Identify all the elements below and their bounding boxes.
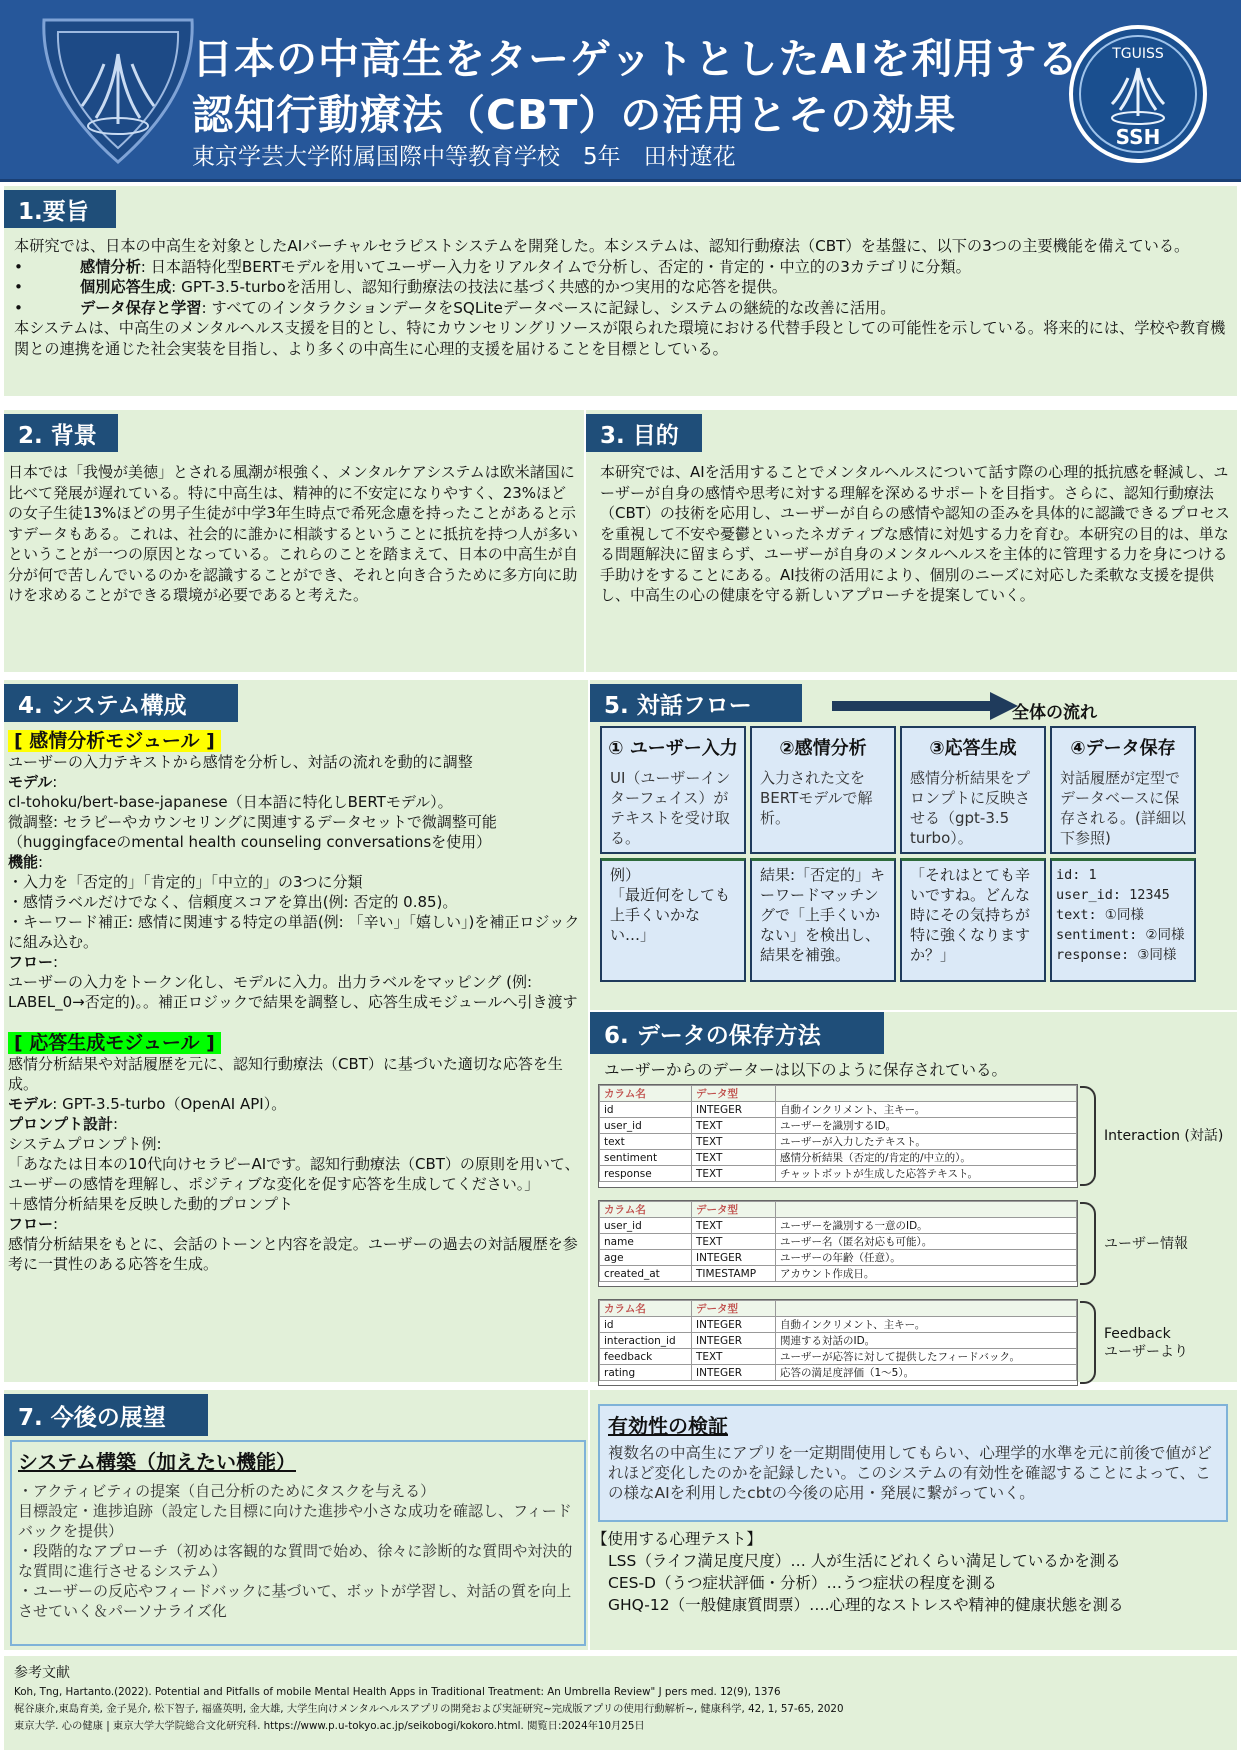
module-line-label: モデル bbox=[8, 773, 53, 791]
table-brace bbox=[1080, 1301, 1096, 1384]
background-heading: 2. 背景 bbox=[4, 414, 118, 452]
reference-item: Koh, Tng, Hartanto.(2022). Potential and Pitfalls of mobile Mental Health Apps in Traditional Treatment: An Umbrella Review" J pers med. 12(9), 1376 bbox=[14, 1686, 781, 1698]
flow-step-example bbox=[900, 858, 1046, 982]
flow-grid bbox=[600, 726, 1234, 1004]
db-table-cell: TEXT bbox=[692, 1150, 776, 1166]
flow-step-title: ③応答生成 bbox=[929, 738, 1017, 759]
bullet-mark: • bbox=[14, 278, 23, 296]
table-brace bbox=[1080, 1086, 1096, 1186]
db-table-row bbox=[600, 1317, 1077, 1333]
bullet-mark: • bbox=[14, 257, 23, 276]
system-heading: 4. システム構成 bbox=[4, 684, 238, 722]
table-label: Feedback ユーザーより bbox=[1104, 1325, 1188, 1360]
db-header-cell: データ型 bbox=[692, 1086, 776, 1102]
bullet-label: 感情分析 bbox=[80, 257, 141, 276]
db-header-cell: カラム名 bbox=[600, 1301, 692, 1317]
module-line bbox=[8, 772, 584, 792]
db-table-row bbox=[600, 1134, 1077, 1150]
psych-test-item: LSS（ライフ満足度尺度）… 人が生活にどれくらい満足しているかを測る bbox=[608, 1552, 1121, 1570]
validation-box bbox=[598, 1404, 1228, 1522]
psych-test-item: GHQ-12（一般健康質問票）….心理的なストレスや精神的健康状態を測る bbox=[608, 1596, 1124, 1614]
psych-test-item: CES-D（うつ症状評価・分析）…うつ症状の程度を測る bbox=[608, 1574, 997, 1592]
storage-intro: ユーザーからのデーターは以下のように保存されている。 bbox=[604, 1061, 1008, 1079]
db-header-cell: カラム名 bbox=[600, 1086, 692, 1102]
db-table-cell: INTEGER bbox=[692, 1102, 776, 1118]
flow-step-example bbox=[750, 858, 896, 982]
future-item: 目標設定・進捗追跡（設定した目標に向けた進捗や小さな成功を確認し、フィードバックを提供） bbox=[18, 1502, 572, 1540]
system-body bbox=[8, 730, 584, 1274]
module-line bbox=[8, 892, 584, 912]
db-table-cell: TEXT bbox=[692, 1349, 776, 1365]
db-table-cell: チャットボットが生成した応答テキスト。 bbox=[776, 1166, 1077, 1182]
db-table-cell: ユーザーを識別する一意のID。 bbox=[776, 1218, 1077, 1234]
module-line bbox=[8, 1114, 584, 1134]
db-table-cell: sentiment bbox=[600, 1150, 692, 1166]
flow-step-2 bbox=[750, 726, 896, 854]
db-table-cell: text bbox=[600, 1134, 692, 1150]
overall-flow-arrow bbox=[830, 692, 1020, 720]
summary-bullet bbox=[14, 277, 1226, 298]
background-body: 日本では「我慢が美徳」とされる風潮が根強く、メンタルケアシステムは欧米諸国に比べて発展が遅れている。特に中高生は、精神的に不安定になりやすく、23%ほどの女子生徒13%ほどの男子生徒が中学3年生時点で希死念慮を持ったことがあると示すデータもある。これは、社会的に誰かに相談するということに抵抗を持つ人が多いということが一つの原因となっている。これらのことを踏まえて、日本の中高生が自分が何で苦しんでいるのかを認識することができ、それと向き合うために多方向に助けを求めることができる環境が必要であると考えた。 bbox=[8, 463, 579, 604]
module-line-text: cl-tohoku/bert-base-japanese（日本語に特化しBERTモデル）。 bbox=[8, 793, 453, 811]
flow-step-description: 対話履歴が定型でデータベースに保存される。(詳細以下参照) bbox=[1060, 769, 1186, 847]
module-line bbox=[8, 1154, 584, 1194]
module-line-text: 「あなたは日本の10代向けセラピーAIです。認知行動療法（CBT）の原則を用いて、ユーザーの感情を理解し、ポジティブな変化を促す応答を生成してください。」 bbox=[8, 1155, 580, 1193]
purpose-heading: 3. 目的 bbox=[586, 414, 702, 452]
db-table-row bbox=[600, 1365, 1077, 1381]
flow-step-1 bbox=[600, 726, 746, 854]
module-line bbox=[8, 1094, 584, 1114]
ssh-logo-text-top: TGUISS bbox=[1112, 46, 1164, 62]
flow-step-description: 入力された文をBERTモデルで解析。 bbox=[760, 769, 873, 827]
db-header-cell bbox=[776, 1301, 1077, 1317]
db-table-cell: ユーザーの年齢（任意）。 bbox=[776, 1250, 1077, 1266]
reference-item: 梶谷康介,東島育美, 金子晃介, 松下智子, 福盛英明, 金大雄, 大学生向けメンタルヘルスアプリの開発および実証研究~完成版アプリの使用行動解析~, 健康科学, 42, 1, 57-65, 2020 bbox=[14, 1703, 844, 1715]
table-label: Interaction (対話) bbox=[1104, 1128, 1224, 1144]
flow-step-title: ④データ保存 bbox=[1070, 738, 1176, 759]
summary-intro: 本研究では、日本の中高生を対象としたAIバーチャルセラピストシステムを開発した。本システムは、認知行動療法（CBT）を基盤に、以下の3つの主要機能を備えている。 bbox=[14, 237, 1190, 255]
flow-step-example-text: id: 1 user_id: 12345 text: ①同様 sentiment: ②同様 response: ③同様 bbox=[1056, 867, 1185, 963]
db-table-row bbox=[600, 1266, 1077, 1282]
flow-step-description: UI（ユーザーインターフェイス）がテキストを受け取る。 bbox=[610, 769, 731, 847]
bullet-mark: • bbox=[14, 298, 23, 317]
db-table-cell: rating bbox=[600, 1365, 692, 1381]
reference-item: 東京大学. 心の健康 | 東京大学大学院総合文化研究科. https://www.p.u-tokyo.ac.jp/seikobogi/kokoro.html. 閲覧日:2024年10月25日 bbox=[14, 1720, 645, 1732]
db-table-cell: INTEGER bbox=[692, 1365, 776, 1381]
validation-title: 有効性の検証 bbox=[608, 1414, 728, 1438]
flow-step-title: ① ユーザー入力 bbox=[608, 738, 738, 759]
db-table-cell: TEXT bbox=[692, 1118, 776, 1134]
flow-step-title: ②感情分析 bbox=[779, 738, 867, 759]
summary-bullet bbox=[14, 298, 1226, 319]
psych-tests bbox=[592, 1528, 1232, 1616]
module-line-label: モデル bbox=[8, 1095, 53, 1113]
db-table-row bbox=[600, 1234, 1077, 1250]
db-table-cell: 自動インクリメント、主キー。 bbox=[776, 1317, 1077, 1333]
module-line bbox=[8, 852, 584, 872]
module-line bbox=[8, 912, 584, 952]
bullet-label: データ保存と学習 bbox=[80, 298, 202, 317]
db-table-header bbox=[600, 1086, 1077, 1102]
db-table-cell: interaction_id bbox=[600, 1333, 692, 1349]
purpose-body: 本研究では、AIを活用することでメンタルヘルスについて話す際の心理的抵抗感を軽減し、ユーザーが自身の感情や思考に対する理解を深めるサポートを目指す。さらに、認知行動療法（CBT）の技術を応用し、ユーザーが自らの感情や認知の歪みを具体的に認識できるプロセスを重視して不安や憂鬱といったネガティブな感情に対処する力を育む。本研究の目的は、単なる問題解決に留まらず、ユーザーが自身のメンタルヘルスを主体的に管理する力を身につける手助けをすることにある。AI技術の活用により、個別のニーズに対応した柔軟な支援を提供し、中高生の心の健康を守る新しいアプローチを提案していく。 bbox=[600, 463, 1230, 604]
future-item: ・ユーザーの反応やフィードバックに基づいて、ボットが学習し、対話の質を向上させていく＆パーソナライズ化 bbox=[18, 1582, 572, 1620]
system-future-box bbox=[10, 1440, 586, 1646]
outlook-heading: 7. 今後の展望 bbox=[4, 1394, 208, 1436]
module-line bbox=[8, 972, 584, 1012]
db-table-cell: age bbox=[600, 1250, 692, 1266]
db-table-cell: user_id bbox=[600, 1218, 692, 1234]
db-table-cell: INTEGER bbox=[692, 1317, 776, 1333]
references-list bbox=[14, 1684, 1232, 1735]
db-table-cell: アカウント作成日。 bbox=[776, 1266, 1077, 1282]
db-table-row bbox=[600, 1118, 1077, 1134]
db-header-cell: データ型 bbox=[692, 1202, 776, 1218]
db-table-cell: 感情分析結果（否定的/肯定的/中立的）。 bbox=[776, 1150, 1077, 1166]
poster-header bbox=[0, 0, 1241, 182]
bullet-text: : 日本語特化型BERTモデルを用いてユーザー入力をリアルタイムで分析し、否定的・肯定的・中立的の3カテゴリに分類。 bbox=[140, 257, 971, 276]
db-table-row bbox=[600, 1333, 1077, 1349]
db-table-cell: TIMESTAMP bbox=[692, 1266, 776, 1282]
db-table-cell: user_id bbox=[600, 1118, 692, 1134]
db-header-cell: カラム名 bbox=[600, 1202, 692, 1218]
db-table-cell: id bbox=[600, 1102, 692, 1118]
module-line-text: ・感情ラベルだけでなく、信頼度スコアを算出(例: 否定的 0.85)。 bbox=[8, 893, 458, 911]
db-table-cell: ユーザーが入力したテキスト。 bbox=[776, 1134, 1077, 1150]
db-table-header bbox=[600, 1202, 1077, 1218]
module-line-text: : bbox=[53, 953, 59, 971]
module-line-text: （huggingfaceのmental health counseling conversationsを使用） bbox=[8, 833, 492, 851]
db-table-row bbox=[600, 1166, 1077, 1182]
references-title: 参考文献 bbox=[14, 1665, 70, 1681]
system-future-title: システム構築（加えたい機能） bbox=[18, 1450, 296, 1474]
flow-step-4 bbox=[1050, 726, 1196, 854]
db-table-cell: ユーザーを識別するID。 bbox=[776, 1118, 1077, 1134]
db-table-cell: TEXT bbox=[692, 1134, 776, 1150]
db-table-cell: feedback bbox=[600, 1349, 692, 1365]
poster-title-line1: 日本の中高生をターゲットとしたAIを利用する bbox=[192, 35, 1080, 83]
db-header-cell bbox=[776, 1086, 1077, 1102]
summary-body bbox=[14, 236, 1226, 359]
db-table-cell: 応答の満足度評価（1～5）。 bbox=[776, 1365, 1077, 1381]
poster-title-line2: 認知行動療法（CBT）の活用とその効果 bbox=[192, 91, 957, 139]
storage-heading: 6. データの保存方法 bbox=[590, 1012, 884, 1054]
module-line bbox=[8, 832, 584, 852]
sentiment-module-title: [ 感情分析モジュール ] bbox=[8, 730, 221, 752]
db-header-cell bbox=[776, 1202, 1077, 1218]
bullet-text: : すべてのインタラクションデータをSQLiteデータベースに記録し、システムの継続的な改善に活用。 bbox=[201, 298, 896, 317]
module-line-text: ＋感情分析結果を反映した動的プロンプト bbox=[8, 1195, 294, 1213]
module-line-label: フロー bbox=[8, 953, 54, 971]
overall-flow-label: 全体の流れ bbox=[1012, 703, 1097, 723]
module-line-text: : bbox=[113, 1115, 119, 1133]
module-line-text: システムプロンプト例: bbox=[8, 1135, 162, 1153]
module-line-text: ユーザーの入力テキストから感情を分析し、対話の流れを動的に調整 bbox=[8, 753, 473, 771]
module-line-text: ユーザーの入力をトークン化し、モデルに入力。出力ラベルをマッピング (例: LABEL_0→否定的)。。補正ロジックで結果を調整し、応答生成モジュールへ引き渡す bbox=[8, 973, 578, 1011]
module-line bbox=[8, 752, 584, 772]
db-table-cell: TEXT bbox=[692, 1234, 776, 1250]
module-line bbox=[8, 1134, 584, 1154]
response-module-title: [ 応答生成モジュール ] bbox=[8, 1032, 221, 1054]
db-table bbox=[598, 1084, 1078, 1188]
bullet-text: : GPT-3.5-turboを活用し、認知行動療法の技法に基づく共感的かつ実用的な応答を提供。 bbox=[171, 278, 787, 296]
flow-step-3 bbox=[900, 726, 1046, 854]
db-table-row bbox=[600, 1150, 1077, 1166]
module-line-text: 感情分析結果をもとに、会話のトーンと内容を設定。ユーザーの過去の対話履歴を参考に一貫性のある応答を生成。 bbox=[8, 1235, 578, 1273]
module-line bbox=[8, 812, 584, 832]
future-item: ・アクティビティの提案（自己分析のためにタスクを与える） bbox=[18, 1482, 436, 1500]
module-line bbox=[8, 1054, 584, 1094]
flow-step-description: 感情分析結果をプロンプトに反映させる（gpt-3.5 turbo）。 bbox=[910, 769, 1031, 847]
dialog-flow-heading: 5. 対話フロー bbox=[590, 684, 802, 722]
ssh-logo-text-bottom: SSH bbox=[1115, 125, 1161, 149]
db-table-cell: 自動インクリメント、主キー。 bbox=[776, 1102, 1077, 1118]
db-table-cell: created_at bbox=[600, 1266, 692, 1282]
bullet-label: 個別応答生成 bbox=[80, 278, 172, 296]
module-line-label: フロー bbox=[8, 1215, 54, 1233]
module-line-label: プロンプト設計 bbox=[8, 1115, 114, 1133]
author-line: 東京学芸大学附属国際中等教育学校 5年 田村遼花 bbox=[192, 144, 736, 170]
db-table-cell: ユーザーが応答に対して提供したフィードバック。 bbox=[776, 1349, 1077, 1365]
module-line-text: : bbox=[53, 1215, 59, 1233]
db-table-cell: name bbox=[600, 1234, 692, 1250]
future-item: ・段階的なアプローチ（初めは客観的な質問で始め、徐々に診断的な質問や対決的な質問に進行させるシステム） bbox=[18, 1542, 573, 1580]
summary-bullet bbox=[14, 257, 1226, 278]
flow-step-example-text: 例） 「最近何をしても上手くいかない…」 bbox=[610, 866, 731, 944]
db-table-cell: id bbox=[600, 1317, 692, 1333]
summary-outro: 本システムは、中高生のメンタルヘルス支援を目的とし、特にカウンセリングリソースが限られた環境における代替手段としての可能性を示している。将来的には、学校や教育機関との連携を通じた社会実装を目指し、より多くの中高生に心理的支援を届けることを目標としている。 bbox=[14, 319, 1226, 358]
db-table-cell: TEXT bbox=[692, 1166, 776, 1182]
db-table-cell: 関連する対話のID。 bbox=[776, 1333, 1077, 1349]
module-line-text: ・キーワード補正: 感情に関連する特定の単語(例: 「辛い」「嬉しい」)を補正ロジックに組み込む。 bbox=[8, 913, 580, 951]
module-line bbox=[8, 1234, 584, 1274]
module-line-text: 感情分析結果や対話履歴を元に、認知行動療法（CBT）に基づいた適切な応答を生成。 bbox=[8, 1055, 563, 1093]
validation-body: 複数名の中高生にアプリを一定期間使用してもらい、心理学的水準を元に前後で値がどれほど変化したのかを記録したい。このシステムの有効性を確認することによって、この様なAIを利用したcbtの今後の応用・発展に繋がっていく。 bbox=[608, 1444, 1212, 1502]
db-header-cell: データ型 bbox=[692, 1301, 776, 1317]
module-line-text: ・入力を「否定的」「肯定的」「中立的」の3つに分類 bbox=[8, 873, 363, 891]
db-table-header bbox=[600, 1301, 1077, 1317]
db-table-cell: ユーザー名（匿名対応も可能）。 bbox=[776, 1234, 1077, 1250]
module-line bbox=[8, 1194, 584, 1214]
db-table-cell: response bbox=[600, 1166, 692, 1182]
module-line bbox=[8, 1214, 584, 1234]
flow-step-example bbox=[1050, 858, 1196, 982]
module-line-text: : bbox=[52, 773, 58, 791]
sentiment-module-text bbox=[8, 752, 584, 1012]
db-table bbox=[598, 1299, 1078, 1386]
module-line bbox=[8, 872, 584, 892]
db-table-cell: INTEGER bbox=[692, 1250, 776, 1266]
system-future-list bbox=[12, 1479, 584, 1623]
module-line bbox=[8, 792, 584, 812]
module-line-text: : bbox=[38, 853, 44, 871]
db-table-row bbox=[600, 1218, 1077, 1234]
flow-step-example-text: 「それはとても辛いですね。どんな時にその気持ちが特に強くなりますか？」 bbox=[910, 866, 1031, 964]
db-table-cell: TEXT bbox=[692, 1218, 776, 1234]
ssh-logo bbox=[1068, 24, 1208, 164]
module-line-label: 機能 bbox=[8, 853, 39, 871]
flow-step-example-text: 結果:「否定的」キーワードマッチングで「上手くいかない」を検出し、結果を補強。 bbox=[760, 866, 886, 964]
db-table bbox=[598, 1200, 1078, 1287]
table-label: ユーザー情報 bbox=[1104, 1235, 1188, 1252]
summary-heading: 1.要旨 bbox=[4, 190, 116, 228]
table-brace bbox=[1080, 1202, 1096, 1285]
module-line-text: 微調整: セラピーやカウンセリングに関連するデータセットで微調整可能 bbox=[8, 813, 497, 831]
school-crest-logo bbox=[36, 14, 200, 166]
psych-tests-title: 【使用する心理テスト】 bbox=[592, 1530, 762, 1548]
db-table-cell: INTEGER bbox=[692, 1333, 776, 1349]
response-module-text bbox=[8, 1054, 584, 1274]
db-table-row bbox=[600, 1102, 1077, 1118]
flow-step-example bbox=[600, 858, 746, 982]
module-line-text: : GPT-3.5-turbo（OpenAI API）。 bbox=[52, 1095, 287, 1113]
module-line bbox=[8, 952, 584, 972]
db-table-row bbox=[600, 1349, 1077, 1365]
db-table-row bbox=[600, 1250, 1077, 1266]
